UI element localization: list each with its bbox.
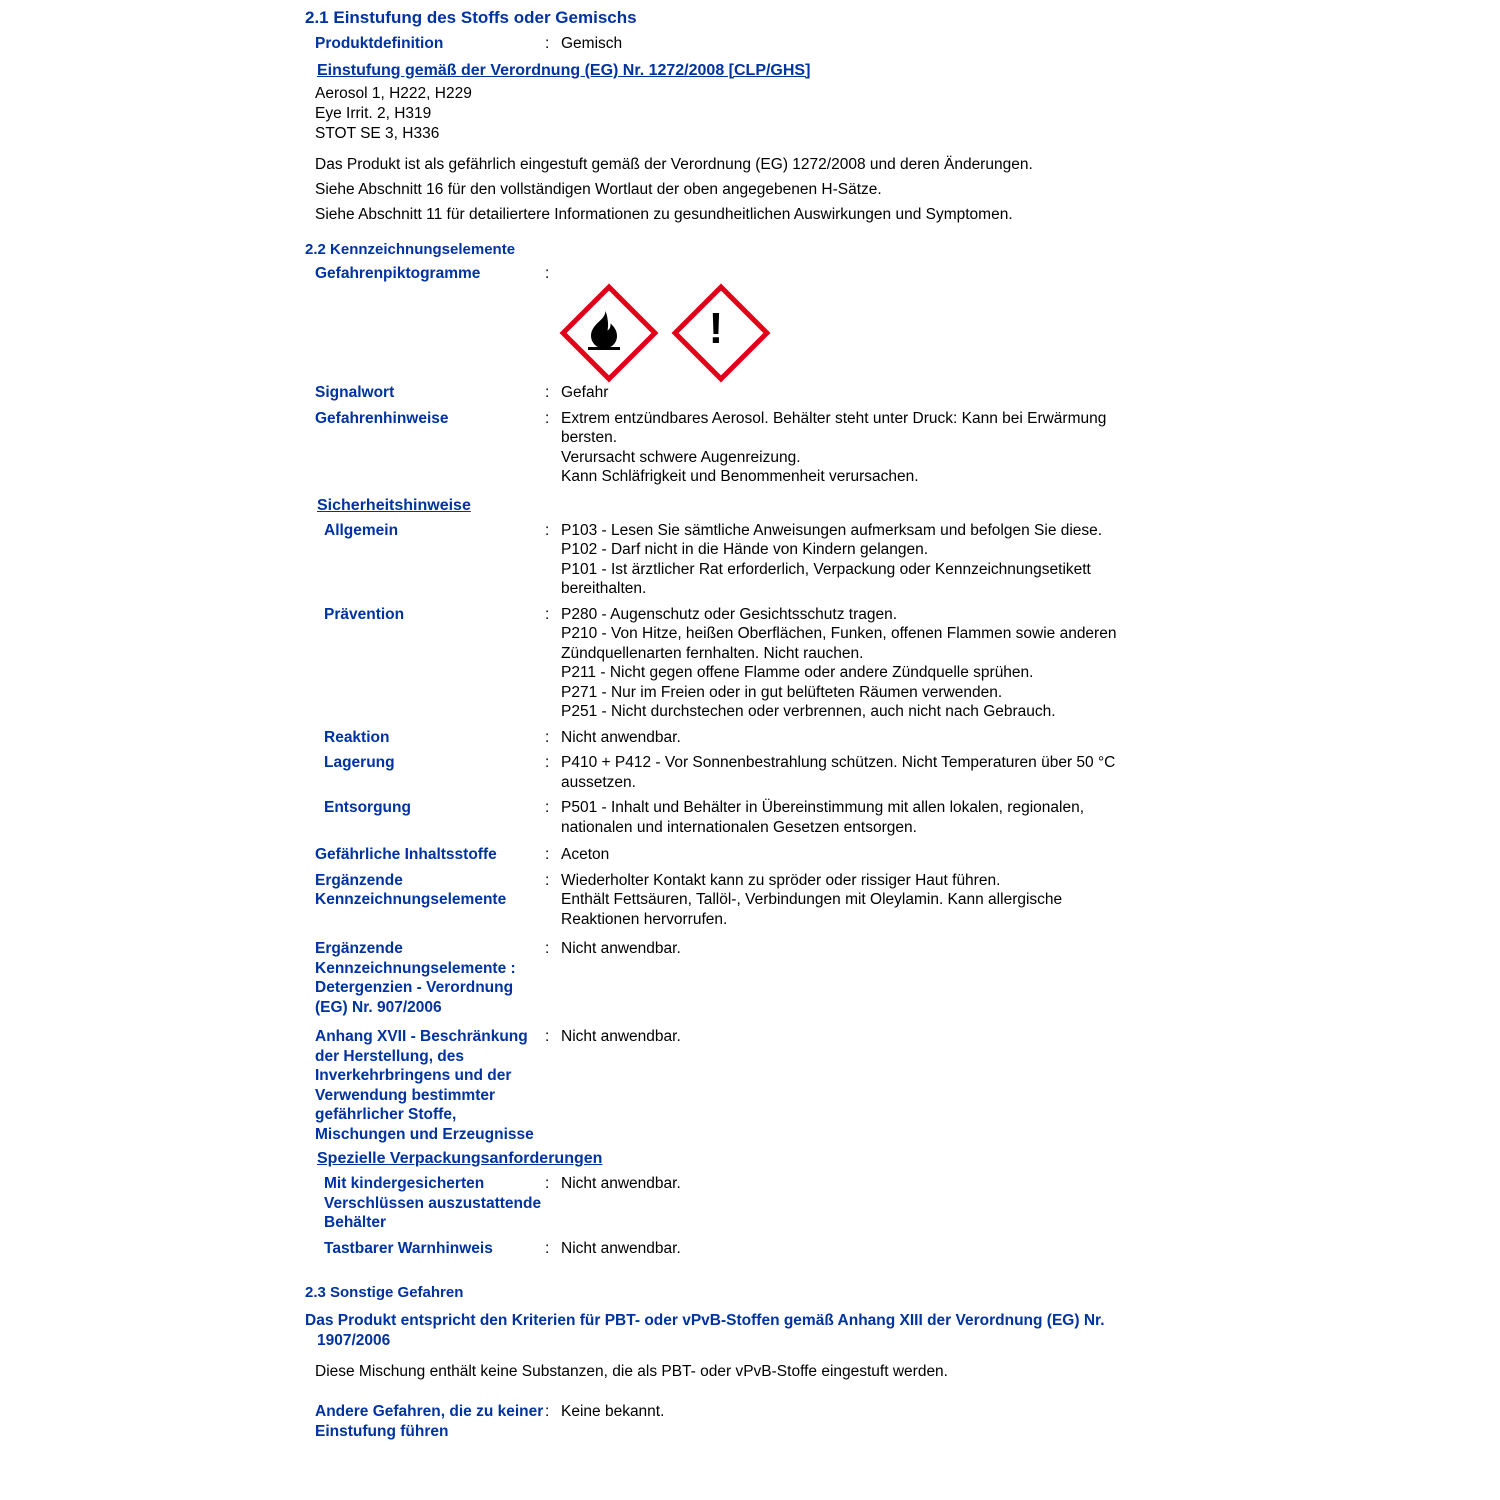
anhang-xvii-label: Anhang XVII - Beschränkung der Herstellung, des Inverkehrbringens und der Verwendung bestimmter gefährlicher Stoffe, Mischungen und Erzeugnisse xyxy=(315,1028,534,1143)
p-statement-line: Zündquellenarten fernhalten. Nicht rauchen. xyxy=(561,644,864,662)
classification-item: Aerosol 1, H222, H229 xyxy=(315,84,472,102)
p-statement-line: P251 - Nicht durchstechen oder verbrennen, auch nicht nach Gebrauch. xyxy=(561,703,1056,720)
produktdefinition-label: Produktdefinition xyxy=(315,35,444,52)
inhaltsstoffe-value: Aceton xyxy=(561,846,610,863)
colon: : xyxy=(545,1239,550,1257)
p-statement-line: P102 - Darf nicht in die Hände von Kindern gelangen. xyxy=(561,541,929,558)
row-tastbarer-warnhinweis xyxy=(0,1239,1500,1259)
ergaenzende-label: Ergänzende Kennzeichnungselemente xyxy=(315,871,507,908)
pbt-heading-line-2: 1907/2006 xyxy=(317,1332,391,1349)
p-statement-line: bereithalten. xyxy=(561,580,647,597)
p-statement-line: P501 - Inhalt und Behälter in Übereinstimmung mit allen lokalen, regionalen, xyxy=(561,799,1084,816)
gefahrenhinweise-label: Gefahrenhinweise xyxy=(315,409,449,427)
kindergesichert-value: Nicht anwendbar. xyxy=(561,1175,681,1192)
row-allgemein xyxy=(0,521,1500,599)
p-statement-line: P410 + P412 - Vor Sonnenbestrahlung schützen. Nicht Temperaturen über 50 °C xyxy=(561,754,1116,771)
flame-icon xyxy=(561,285,647,371)
reaktion-label: Reaktion xyxy=(324,728,390,746)
p-statement-line: P101 - Ist ärztlicher Rat erforderlich, Verpackung oder Kennzeichnungsetikett xyxy=(561,560,1091,578)
p-statement-line: nationalen und internationalen Gesetzen entsorgen. xyxy=(561,818,917,836)
allgemein-label: Allgemein xyxy=(324,521,399,539)
pictograms-label: Gefahrenpiktogramme xyxy=(315,264,481,282)
detergenzien-value: Nicht anwendbar. xyxy=(561,940,681,957)
row-ergaenzende xyxy=(0,871,1500,930)
colon: : xyxy=(545,754,550,771)
p-statement-line: P271 - Nur im Freien oder in gut belüfteten Räumen verwenden. xyxy=(561,683,1003,701)
hazard-statement-line: Extrem entzündbares Aerosol. Behälter steht unter Druck: Kann bei Erwärmung xyxy=(561,409,1107,427)
p-statement-line: aussetzen. xyxy=(561,773,636,791)
lagerung-value xyxy=(561,753,1261,792)
hazard-statement-line: Verursacht schwere Augenreizung. xyxy=(561,448,801,466)
p-statement-line: P280 - Augenschutz oder Gesichtsschutz tragen. xyxy=(561,605,898,623)
colon: : xyxy=(545,521,550,539)
praevention-label: Prävention xyxy=(324,605,405,623)
pictogram-group xyxy=(561,285,1500,371)
pbt-text: Diese Mischung enthält keine Substanzen, die als PBT- oder vPvB-Stoffe eingestuft werden. xyxy=(315,1363,948,1380)
entsorgung-label: Entsorgung xyxy=(324,799,411,816)
row-andere-gefahren xyxy=(0,1402,1500,1441)
andere-gefahren-label: Andere Gefahren, die zu keiner Einstufung führen xyxy=(315,1403,544,1440)
row-gefahrenhinweise xyxy=(0,409,1500,487)
packaging-requirements-heading: Spezielle Verpackungsanforderungen xyxy=(317,1150,603,1167)
note-section-11: Siehe Abschnitt 11 für detailiertere Informationen zu gesundheitlichen Auswirkungen und Symptomen. xyxy=(315,205,1013,223)
ergaenzende-value xyxy=(561,871,1261,930)
allgemein-value xyxy=(561,521,1261,599)
row-anhang-xvii xyxy=(0,1027,1500,1144)
row-produktdefinition xyxy=(0,34,1500,54)
reaktion-value: Nicht anwendbar. xyxy=(561,728,681,746)
exclamation-glyph: ! xyxy=(708,304,724,353)
inhaltsstoffe-label: Gefährliche Inhaltsstoffe xyxy=(315,846,497,863)
anhang-xvii-value: Nicht anwendbar. xyxy=(561,1028,681,1045)
exclamation-icon xyxy=(673,285,759,371)
colon: : xyxy=(545,728,550,746)
colon: : xyxy=(545,799,550,816)
section-2-1-heading: 2.1 Einstufung des Stoffs oder Gemischs xyxy=(305,8,637,27)
classification-item: STOT SE 3, H336 xyxy=(315,124,440,142)
row-signalwort xyxy=(0,383,1500,403)
colon: : xyxy=(545,264,550,282)
gefahrenhinweise-value xyxy=(561,409,1261,487)
row-kindergesichert xyxy=(0,1174,1500,1233)
colon: : xyxy=(545,1028,550,1045)
signalwort-label: Signalwort xyxy=(315,384,395,401)
signalwort-value: Gefahr xyxy=(561,384,609,401)
tastbarer-warnhinweis-label: Tastbarer Warnhinweis xyxy=(324,1239,493,1257)
colon: : xyxy=(545,1403,550,1420)
section-2-2-heading: 2.2 Kennzeichnungselemente xyxy=(305,240,516,258)
flame-pictogram xyxy=(561,285,647,371)
lagerung-label: Lagerung xyxy=(324,754,395,771)
precautionary-heading: Sicherheitshinweise xyxy=(317,496,471,514)
colon: : xyxy=(545,605,550,623)
exclamation-mark-pictogram xyxy=(673,285,759,371)
p-statement-line: P103 - Lesen Sie sämtliche Anweisungen aufmerksam und befolgen Sie diese. xyxy=(561,521,1103,539)
row-inhaltsstoffe xyxy=(0,845,1500,865)
section-2-3-heading: 2.3 Sonstige Gefahren xyxy=(305,1284,464,1301)
produktdefinition-value: Gemisch xyxy=(561,35,623,52)
hazard-statement-line: bersten. xyxy=(561,429,618,446)
pbt-criteria-heading xyxy=(305,1311,1195,1351)
classification-list xyxy=(315,84,1500,144)
colon: : xyxy=(545,1175,550,1192)
detergenzien-label: Ergänzende Kennzeichnungselemente : Detergenzien - Verordnung (EG) Nr. 907/2006 xyxy=(315,940,516,1016)
hazard-statement-line: Kann Schläfrigkeit und Benommenheit verursachen. xyxy=(561,468,919,485)
supplemental-line: Reaktionen hervorrufen. xyxy=(561,910,728,928)
tastbarer-warnhinweis-value: Nicht anwendbar. xyxy=(561,1239,681,1257)
row-reaktion xyxy=(0,728,1500,748)
supplemental-line: Enthält Fettsäuren, Tallöl-, Verbindungen mit Oleylamin. Kann allergische xyxy=(561,891,1063,908)
kindergesichert-label: Mit kindergesicherten Verschlüssen auszustattende Behälter xyxy=(324,1175,542,1231)
row-entsorgung xyxy=(0,798,1500,837)
supplemental-line: Wiederholter Kontakt kann zu spröder oder rissiger Haut führen. xyxy=(561,871,1001,889)
row-lagerung xyxy=(0,753,1500,792)
note-section-16: Siehe Abschnitt 16 für den vollständigen Wortlaut der oben angegebenen H-Sätze. xyxy=(315,180,882,198)
row-pictograms xyxy=(0,264,1500,284)
praevention-value xyxy=(561,605,1261,722)
clp-classification-heading: Einstufung gemäß der Verordnung (EG) Nr. 1272/2008 [CLP/GHS] xyxy=(317,61,811,79)
colon: : xyxy=(545,409,550,427)
note-hazard-classified: Das Produkt ist als gefährlich eingestuft gemäß der Verordnung (EG) 1272/2008 und deren Änderungen. xyxy=(315,155,1033,173)
pbt-heading-line-1: Das Produkt entspricht den Kriterien für PBT- oder vPvB-Stoffen gemäß Anhang XIII der Verordnung (EG) Nr. xyxy=(305,1312,1105,1329)
p-statement-line: P211 - Nicht gegen offene Flamme oder andere Zündquelle sprühen. xyxy=(561,664,1034,681)
andere-gefahren-value: Keine bekannt. xyxy=(561,1403,665,1420)
colon: : xyxy=(545,35,550,52)
colon: : xyxy=(545,871,550,889)
colon: : xyxy=(545,384,550,401)
classification-item: Eye Irrit. 2, H319 xyxy=(315,104,432,122)
colon: : xyxy=(545,940,550,957)
entsorgung-value xyxy=(561,798,1261,837)
row-detergenzien xyxy=(0,939,1500,1017)
colon: : xyxy=(545,846,550,863)
p-statement-line: P210 - Von Hitze, heißen Oberflächen, Funken, offenen Flammen sowie anderen xyxy=(561,625,1117,642)
row-praevention xyxy=(0,605,1500,722)
